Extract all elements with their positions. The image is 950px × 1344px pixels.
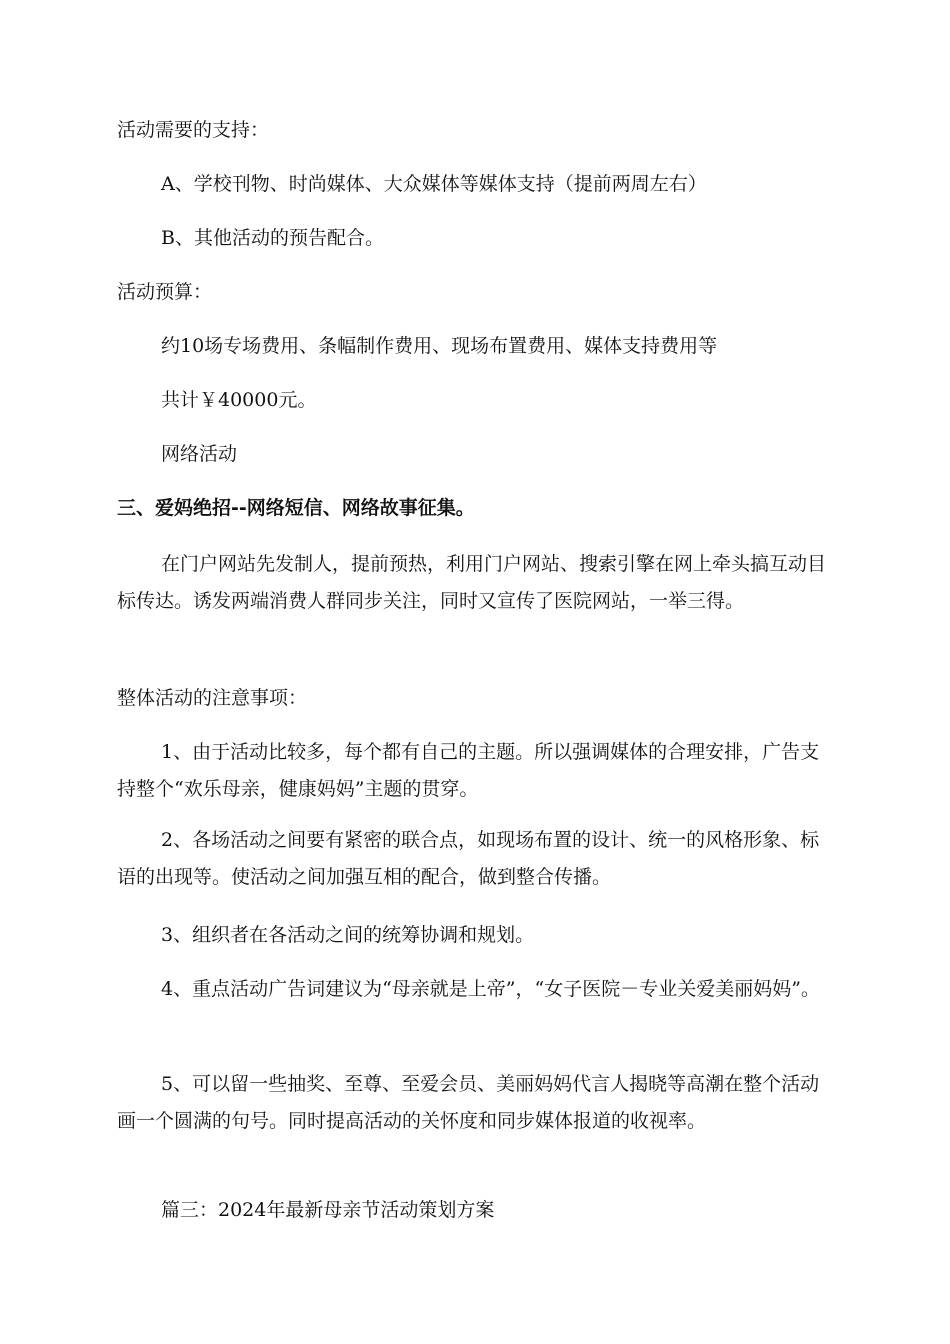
note-4: 4、重点活动广告词建议为“母亲就是上帝”，“女子医院－专业关爱美丽妈妈”。 — [161, 978, 820, 1000]
chapter3-title: 篇三：2024年最新母亲节活动策划方案 — [161, 1199, 495, 1221]
note-2: 2、各场活动之间要有紧密的联合点，如现场布置的设计、统一的风格形象、标语的出现等。使活动之间加强互相的配合，做到整合传播。 — [117, 829, 820, 888]
section3-heading: 三、爱妈绝招--网络短信、网络故事征集。 — [117, 497, 475, 519]
support-item-a: A、学校刊物、时尚媒体、大众媒体等媒体支持（提前两周左右） — [161, 173, 707, 195]
note-3: 3、组织者在各活动之间的统筹协调和规划。 — [161, 924, 535, 946]
note-1: 1、由于活动比较多，每个都有自己的主题。所以强调媒体的合理安排，广告支持整个“欢乐母亲，健康妈妈”主题的贯穿。 — [117, 741, 820, 800]
budget-title: 活动预算： — [117, 281, 213, 303]
note-5: 5、可以留一些抽奖、至尊、至爱会员、美丽妈妈代言人揭晓等高潮在整个活动画一个圆满的句号。同时提高活动的关怀度和同步媒体报道的收视率。 — [117, 1073, 820, 1132]
section3-body: 在门户网站先发制人，提前预热，利用门户网站、搜索引擎在网上牵头搞互动目标传达。诱发两端消费人群同步关注，同时又宣传了医院网站，一举三得。 — [117, 553, 827, 612]
notes-title: 整体活动的注意事项： — [117, 687, 308, 709]
budget-line-1: 约10场专场费用、条幅制作费用、现场布置费用、媒体支持费用等 — [161, 335, 718, 357]
support-item-b: B、其他活动的预告配合。 — [161, 227, 384, 249]
budget-line-2: 共计￥40000元。 — [161, 389, 317, 411]
online-activity-label: 网络活动 — [161, 443, 238, 465]
support-title: 活动需要的支持： — [117, 119, 270, 141]
